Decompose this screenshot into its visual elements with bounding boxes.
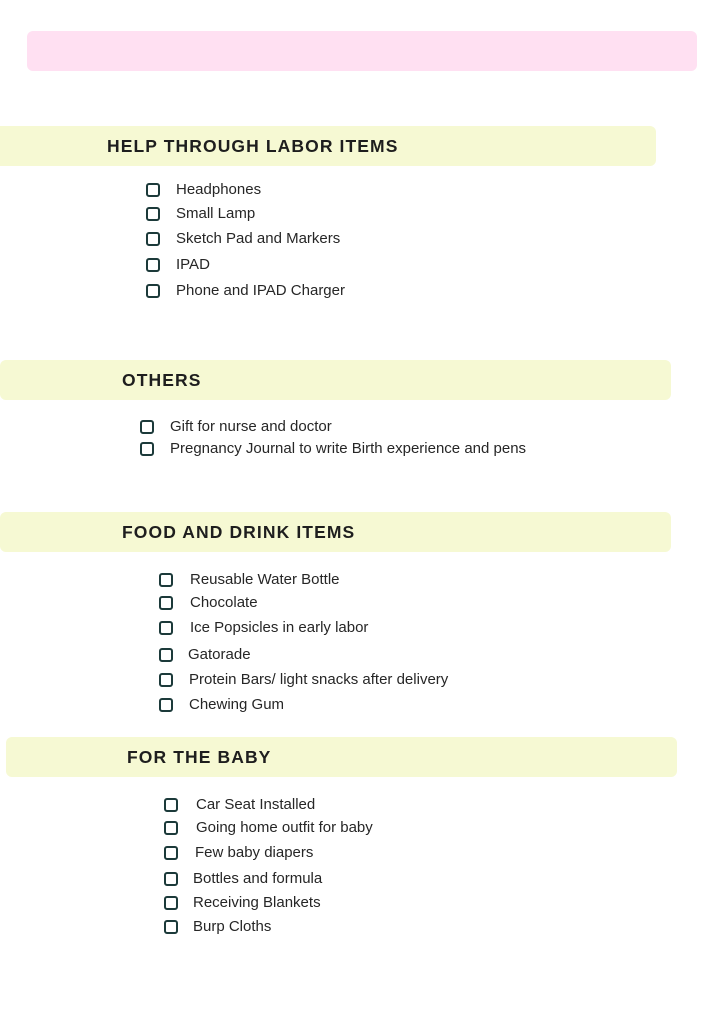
checklist-item-label: Receiving Blankets [193, 894, 321, 911]
section-title-others: OTHERS [122, 370, 202, 390]
checkbox[interactable] [164, 872, 178, 886]
checkbox[interactable] [164, 798, 178, 812]
checklist-item[interactable] [159, 571, 340, 588]
checkbox[interactable] [146, 232, 160, 246]
checklist-item-label: Car Seat Installed [196, 796, 316, 813]
header-banner [27, 31, 697, 71]
checkbox[interactable] [159, 621, 173, 635]
checklist-item[interactable] [164, 796, 315, 813]
checkbox[interactable] [159, 596, 173, 610]
checkbox[interactable] [159, 698, 173, 712]
checklist-item[interactable] [164, 819, 373, 836]
checklist-item-label: Chewing Gum [189, 696, 285, 713]
checklist-item[interactable] [146, 205, 255, 222]
checklist-item[interactable] [159, 696, 284, 713]
checkbox[interactable] [164, 821, 178, 835]
checklist-item[interactable] [140, 440, 526, 457]
checkbox[interactable] [164, 920, 178, 934]
section-bar-baby [6, 737, 677, 777]
checkbox[interactable] [146, 284, 160, 298]
checklist-item-label: Reusable Water Bottle [190, 571, 340, 588]
section-bar-others [0, 360, 671, 400]
checklist-item-label: Burp Cloths [193, 918, 272, 935]
checkbox[interactable] [146, 258, 160, 272]
checkbox[interactable] [140, 442, 154, 456]
checkbox[interactable] [146, 207, 160, 221]
checkbox[interactable] [146, 183, 160, 197]
checklist-item-label: Chocolate [190, 594, 258, 611]
checklist-item-label: Phone and IPAD Charger [176, 282, 345, 299]
checklist-item[interactable] [164, 918, 271, 935]
checklist-item-label: Gatorade [188, 646, 251, 663]
checkbox[interactable] [159, 648, 173, 662]
checklist-item[interactable] [146, 256, 210, 273]
checklist-item[interactable] [159, 594, 258, 611]
checklist-item-label: Ice Popsicles in early labor [190, 619, 369, 636]
checklist-item-label: Headphones [176, 181, 262, 198]
checklist-item-label: Bottles and formula [193, 870, 323, 887]
checklist-item[interactable] [164, 894, 321, 911]
checklist-item-label: Sketch Pad and Markers [176, 230, 341, 247]
checklist-item[interactable] [159, 646, 251, 663]
checkbox[interactable] [164, 846, 178, 860]
checklist-item-label: IPAD [176, 256, 210, 273]
section-title-labor: HELP THROUGH LABOR ITEMS [107, 136, 399, 156]
checklist-item[interactable] [146, 282, 345, 299]
section-title-baby: FOR THE BABY [127, 747, 272, 767]
checkbox[interactable] [164, 896, 178, 910]
checklist-item[interactable] [146, 181, 261, 198]
checklist-item-label: Few baby diapers [195, 844, 314, 861]
checklist-item[interactable] [159, 619, 368, 636]
checklist-item-label: Small Lamp [176, 205, 256, 222]
checkbox[interactable] [159, 573, 173, 587]
section-title-food-drink: FOOD AND DRINK ITEMS [122, 522, 356, 542]
checklist-item-label: Protein Bars/ light snacks after delivery [189, 671, 449, 688]
checklist-item[interactable] [164, 844, 313, 861]
checklist-item[interactable] [159, 671, 448, 688]
checkbox[interactable] [140, 420, 154, 434]
checklist-item[interactable] [140, 418, 332, 435]
checklist-item-label: Pregnancy Journal to write Birth experience and pens [170, 440, 527, 457]
checkbox[interactable] [159, 673, 173, 687]
checklist-item[interactable] [164, 870, 322, 887]
checklist-item-label: Going home outfit for baby [196, 819, 373, 836]
checklist-item[interactable] [146, 230, 340, 247]
checklist-item-label: Gift for nurse and doctor [170, 418, 332, 435]
